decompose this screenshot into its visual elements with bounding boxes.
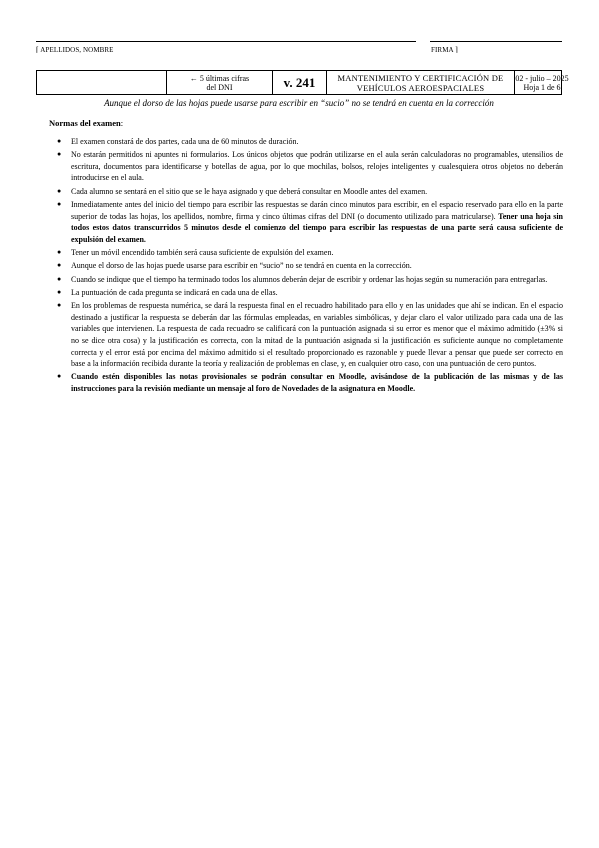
exam-date: 02 - julio – 2025 bbox=[515, 73, 569, 83]
rule-item bbox=[57, 136, 563, 148]
dni-entry-cell bbox=[37, 71, 167, 94]
bullet-icon: ● bbox=[57, 200, 62, 209]
course-title: MANTENIMIENTO Y CERTIFICACIÓN DE VEHÍCULOS AEROESPACIALES bbox=[337, 72, 504, 93]
dni-note-cell bbox=[167, 71, 273, 94]
bullet-icon: ● bbox=[57, 137, 62, 145]
bullet-icon: ● bbox=[57, 248, 62, 257]
rules-heading-text: Normas del examen bbox=[49, 118, 121, 128]
rule-text: La puntuación de cada pregunta se indicará en cada una de ellas. bbox=[71, 287, 278, 297]
name-label-text: APELLIDOS, NOMBRE bbox=[40, 46, 114, 54]
dni-note: ← 5 últimas cifras del DNI bbox=[189, 73, 250, 92]
rule-item bbox=[57, 300, 563, 370]
rule-text: Inmediatamente antes del inicio del tiempo para escribir las respuestas se darán cinco minutos para escribir, en el espacio reservado para ello en la parte superior de todas las hojas, los apellidos, nombre, firma y cinco últimas cifras del DNI (o documento utilizado para matricularse). bbox=[71, 200, 563, 221]
date-cell bbox=[515, 71, 569, 94]
version-label: v. 241 bbox=[283, 74, 316, 90]
rule-text: Cuando se indique que el tiempo ha terminado todos los alumnos deberán dejar de escribir y ordenar las hojas según su numeración para entregarlas. bbox=[71, 274, 548, 284]
rule-text: Cada alumno se sentará en el sitio que se le haya asignado y que deberá consultar en Moodle antes del examen. bbox=[71, 186, 428, 196]
rule-item bbox=[57, 274, 563, 286]
rule-item bbox=[57, 186, 563, 198]
course-title-cell bbox=[327, 71, 515, 94]
rules-list bbox=[57, 136, 564, 396]
rule-bold-text: Cuando estén disponibles las notas provisionales se podrán consultar en Moodle, avisándose de la publicación de las mismas y de las instrucciones para la revisión mediante un mensaje al foro de Novedades de la asignatura en Moodle. bbox=[71, 372, 563, 394]
bullet-icon: ● bbox=[57, 150, 62, 159]
rule-item bbox=[57, 371, 563, 394]
rule-text: El examen constará de dos partes, cada una de 60 minutos de duración. bbox=[71, 137, 299, 146]
bullet-icon: ● bbox=[57, 287, 62, 296]
signature-field-label: FIRMA ⌉ bbox=[431, 46, 458, 54]
rule-text: En los problemas de respuesta numérica, se dará la respuesta final en el recuadro habilitado para ello y en las unidades que ahí se indican. En el espacio destinado a justificar la respuesta se deberán dar las fórmulas empleadas, en variables simbólicas, y dejar claro el valor utilizado para cada una de las variables que intervienen. La respuesta de cada recuadro se calificará con la puntuación asignada si su error es menor que el máximo admitido (±3% si no se dice otra cosa) y la justificación es correcta, con la mitad de la puntuación asignada si la justificación es suficiente aunque no completamente correcta y el error está por encima del máximo admitido si el resultado proporcionado es razonable y puede llevar a pensar que puede ser correcto en base a la información recibida durante la teoría y realización de problemas en clase, y, en cualquier otro caso, con una puntuación de cero puntos. bbox=[71, 301, 563, 369]
name-field-label: ⌈ APELLIDOS, NOMBRE bbox=[36, 46, 114, 54]
bullet-icon: ● bbox=[57, 186, 62, 195]
draft-notice: Aunque el dorso de las hojas puede usarse para escribir en “sucio” no se tendrá en cuenta en la corrección bbox=[104, 98, 494, 108]
bullet-icon: ● bbox=[57, 301, 62, 310]
name-field-line bbox=[36, 41, 416, 42]
header-table bbox=[36, 70, 569, 95]
bullet-icon: ● bbox=[57, 274, 62, 283]
rule-text: Tener un móvil encendido también será causa suficiente de expulsión del examen. bbox=[71, 248, 334, 258]
rule-bold-text: Tener una hoja sin todos estos datos transcurridos 5 minutos desde el comienzo del tiempo para escribir las respuestas de una parte será causa suficiente de expulsión del examen. bbox=[71, 211, 564, 244]
page-indicator: Hoja 1 de 6 bbox=[523, 82, 561, 92]
bullet-icon: ● bbox=[57, 261, 62, 270]
rule-item bbox=[57, 247, 563, 259]
version-cell bbox=[273, 71, 327, 94]
bullet-icon: ● bbox=[57, 372, 62, 381]
signature-field-line bbox=[430, 41, 562, 42]
signature-label-text: FIRMA bbox=[431, 46, 454, 54]
rule-item bbox=[57, 260, 563, 272]
rule-item bbox=[57, 149, 563, 184]
rules-heading: Normas del examen: bbox=[49, 118, 124, 128]
rule-item bbox=[57, 287, 563, 299]
rule-text: No estarán permitidos ni apuntes ni formularios. Los únicos objetos que podrán utilizarse en el aula serán calculadoras no programables, utensilios de escritura, documentos para identificarse y botellas de agua, por lo que mochilas, bolsos, relojes inteligentes y cualesquiera otros objetos no deberán introducirse en el aula. bbox=[71, 150, 563, 183]
rule-item bbox=[57, 199, 564, 245]
rule-text: Aunque el dorso de las hojas puede usarse para escribir en “sucio” no se tendrá en cuenta en la corrección. bbox=[71, 261, 412, 271]
